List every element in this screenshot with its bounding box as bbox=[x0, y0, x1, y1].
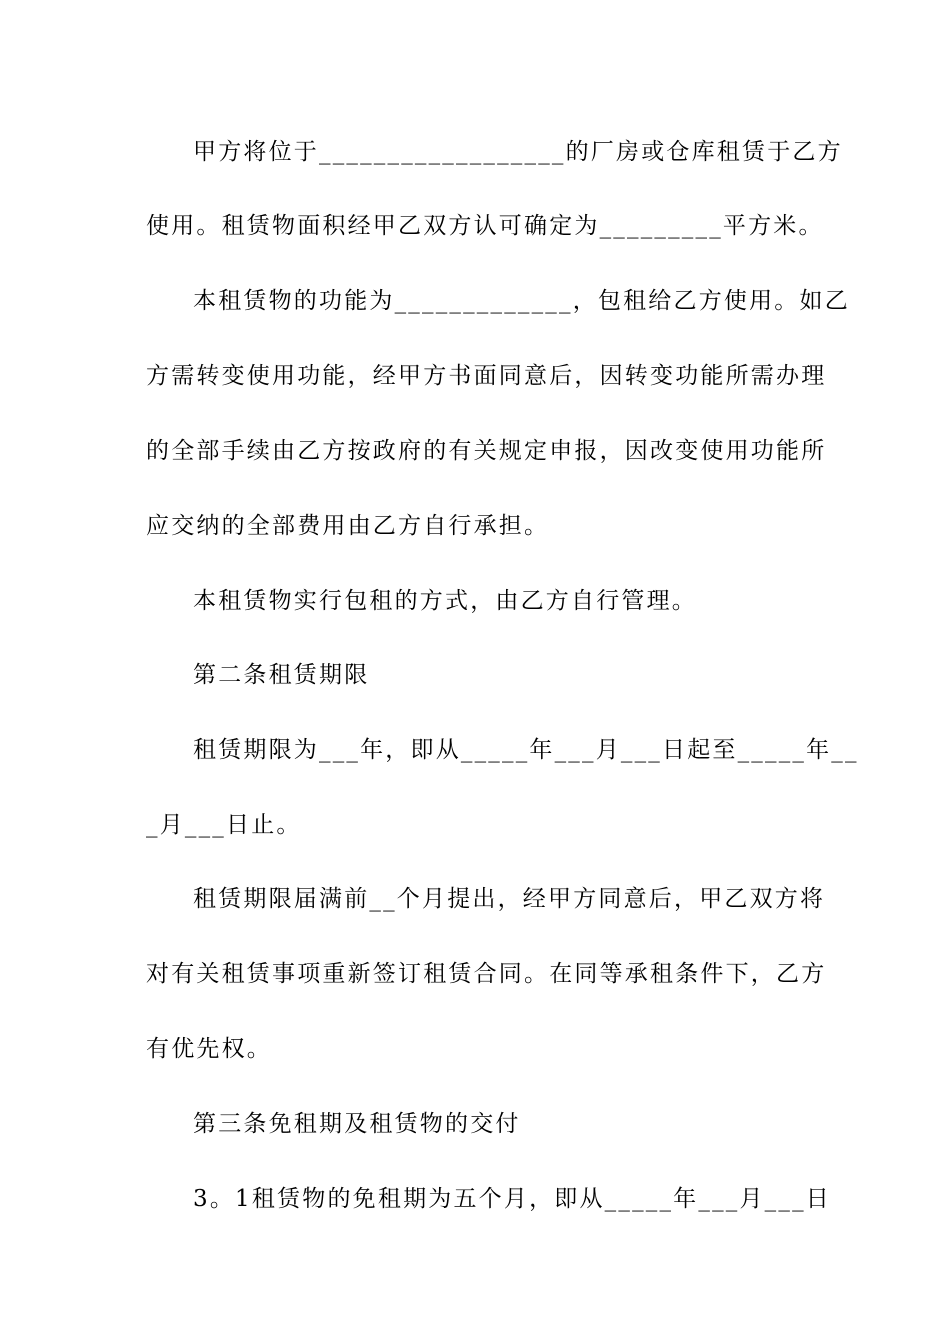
paragraph-line: 使用。租赁物面积经甲乙双方认可确定为_________平方米。 bbox=[146, 213, 824, 239]
paragraph-line: 应交纳的全部费用由乙方自行承担。 bbox=[146, 513, 550, 539]
paragraph-line: 租赁期限为___年，即从_____年___月___日起至_____年__ bbox=[193, 737, 859, 763]
paragraph-line: 本租赁物的功能为_____________，包租给乙方使用。如乙 bbox=[193, 288, 850, 314]
paragraph-line: _月___日止。 bbox=[146, 812, 302, 838]
paragraph-line: 对有关租赁事项重新签订租赁合同。在同等承租条件下，乙方 bbox=[146, 961, 827, 987]
paragraph-line: 租赁期限届满前__个月提出，经甲方同意后，甲乙双方将 bbox=[193, 886, 826, 912]
section-heading: 第三条免租期及租赁物的交付 bbox=[193, 1111, 521, 1137]
paragraph-line: 甲方将位于__________________的厂房或仓库租赁于乙方 bbox=[193, 139, 843, 165]
paragraph-line: 的全部手续由乙方按政府的有关规定申报，因改变使用功能所 bbox=[146, 438, 827, 464]
paragraph-line: 3。1租赁物的免租期为五个月，即从_____年___月___日 bbox=[193, 1186, 831, 1212]
paragraph-line: 本租赁物实行包租的方式，由乙方自行管理。 bbox=[193, 588, 697, 614]
section-heading: 第二条租赁期限 bbox=[193, 662, 370, 688]
paragraph-line: 方需转变使用功能，经甲方书面同意后，因转变功能所需办理 bbox=[146, 363, 827, 389]
paragraph-line: 有优先权。 bbox=[146, 1036, 272, 1062]
